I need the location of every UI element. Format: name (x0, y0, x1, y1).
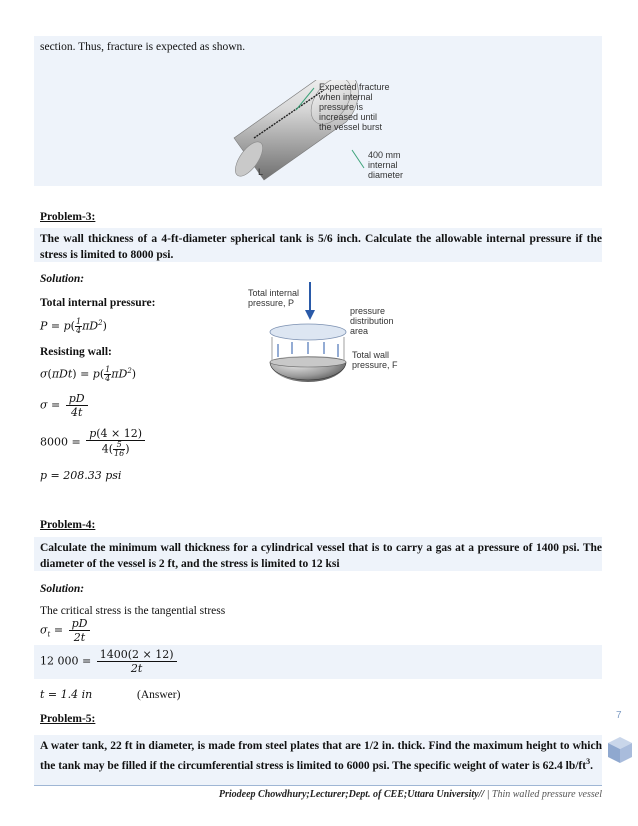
answer-tag: (Answer) (137, 689, 181, 701)
equation-8000: 8000 = p(4 × 12) 4( $\frac{5}{16}$ ) (40, 427, 147, 458)
footer (219, 789, 602, 800)
total-wall-pressure-label: Total wall pressure, F (352, 350, 398, 370)
problem4-solution-heading: Solution: (40, 583, 85, 595)
problem4-heading: Problem-4: (40, 519, 96, 531)
problem3-heading: Problem-3: (40, 211, 96, 223)
footer-rule (34, 785, 602, 786)
pressure-distribution-label: pressure distribution area (350, 306, 394, 336)
problem4-statement: Calculate the minimum wall thickness for a cylindrical vessel that is to carry a gas at a pressure of 1400 psi. The diameter of the vessel is 2 ft, and the stress is limited to 12 ksi (40, 542, 602, 570)
equation-sigma: σ = $\frac{pD}{4t}$ (40, 392, 90, 419)
footer-separator: | (486, 789, 490, 800)
intro-text: section. Thus, fracture is expected as shown. (40, 41, 246, 53)
diameter-label: 400 mm internal diameter (368, 150, 404, 180)
problem5-statement: A water tank, 22 ft in diameter, is made from steel plates that are 1/2 in. thick. Find the maximum height to which the tank may be filled if the circumferential stress is limited to 6000 psi. The specific weight of water is 62.4 $lb/ft^3$. (40, 740, 602, 772)
resisting-wall-label: Resisting wall: (40, 346, 112, 358)
footer-subject: Thin walled pressure vessel (491, 789, 602, 800)
equation-sigma-t: $\sigma_t$ = $\frac{pD}{2t}$ (40, 617, 92, 644)
problem5-heading: Problem-5: (40, 713, 96, 725)
fracture-label: Expected fracture when internal pressure is increased until the vessel burst (319, 82, 390, 132)
problem3-solution-heading: Solution: (40, 273, 85, 285)
total-internal-pressure-label: Total internal pressure, P (248, 288, 300, 308)
equation-total-pressure: P = p( $\frac{1}{4}$ $\pi D^2$) (40, 317, 107, 335)
footer-author: Priodeep Chowdhury;Lecturer;Dept. of CEE;Uttara University// (218, 789, 485, 800)
critical-stress-text: The critical stress is the tangential stress (40, 605, 226, 617)
page-number: 7 (616, 710, 622, 721)
page-cube-icon (606, 735, 634, 765)
total-pressure-label: Total internal pressure: (40, 297, 156, 309)
problem3-result: p = 208.33 psi (40, 469, 122, 482)
equation-12000: 12 000 = $\frac{1400(2 \times 12)}{2t}$ (40, 648, 179, 675)
equation-resisting-wall: σ(πDt) = p( $\frac{1}{4}$ $\pi D^2$) (40, 365, 137, 383)
length-label: L (258, 167, 264, 177)
problem3-statement: The wall thickness of a 4-ft-diameter spherical tank is 5/6 inch. Calculate the allowable internal pressure if the stress is limited to 8000 psi. (40, 233, 602, 261)
problem4-result: t = 1.4 in (40, 688, 93, 701)
